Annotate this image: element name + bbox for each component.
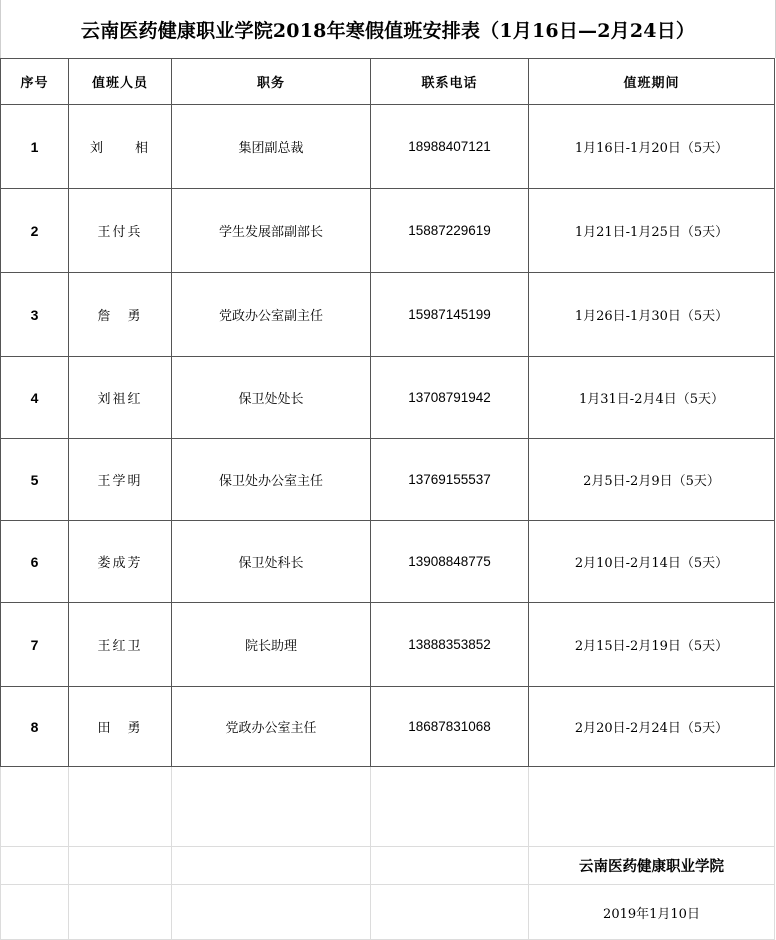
cell-seq: 5 bbox=[1, 439, 69, 521]
cell-phone: 18687831068 bbox=[371, 687, 529, 767]
cell-phone: 18988407121 bbox=[371, 105, 529, 189]
table-row bbox=[1, 273, 775, 357]
table-row bbox=[1, 687, 775, 767]
header-position: 职务 bbox=[172, 59, 371, 105]
table-row bbox=[1, 189, 775, 273]
cell-position: 党政办公室主任 bbox=[172, 687, 371, 767]
footer-school-row bbox=[1, 847, 775, 885]
cell-phone: 13769155537 bbox=[371, 439, 529, 521]
header-name: 值班人员 bbox=[69, 59, 172, 105]
header-phone: 联系电话 bbox=[371, 59, 529, 105]
footer-date: 2019年1月10日 bbox=[529, 885, 775, 940]
header-seq: 序号 bbox=[1, 59, 69, 105]
table-row bbox=[1, 439, 775, 521]
cell-position: 保卫处处长 bbox=[172, 357, 371, 439]
cell-phone: 13708791942 bbox=[371, 357, 529, 439]
cell-name: 詹 勇 bbox=[69, 273, 172, 357]
table-row bbox=[1, 357, 775, 439]
cell-period: 1月16日-1月20日（5天） bbox=[529, 105, 775, 189]
cell-period: 1月31日-2月4日（5天） bbox=[529, 357, 775, 439]
table-row bbox=[1, 603, 775, 687]
cell-period: 2月20日-2月24日（5天） bbox=[529, 687, 775, 767]
cell-position: 集团副总裁 bbox=[172, 105, 371, 189]
blank-row bbox=[1, 767, 775, 847]
cell-name: 王付兵 bbox=[69, 189, 172, 273]
cell-period: 2月5日-2月9日（5天） bbox=[529, 439, 775, 521]
cell-position: 院长助理 bbox=[172, 603, 371, 687]
cell-seq: 1 bbox=[1, 105, 69, 189]
cell-position: 党政办公室副主任 bbox=[172, 273, 371, 357]
cell-name: 王红卫 bbox=[69, 603, 172, 687]
cell-name: 刘 相 bbox=[69, 105, 172, 189]
cell-position: 保卫处科长 bbox=[172, 521, 371, 603]
cell-period: 2月10日-2月14日（5天） bbox=[529, 521, 775, 603]
cell-name: 娄成芳 bbox=[69, 521, 172, 603]
cell-position: 保卫处办公室主任 bbox=[172, 439, 371, 521]
footer-school-name: 云南医药健康职业学院 bbox=[529, 847, 775, 885]
cell-name: 田 勇 bbox=[69, 687, 172, 767]
cell-period: 1月26日-1月30日（5天） bbox=[529, 273, 775, 357]
cell-phone: 13888353852 bbox=[371, 603, 529, 687]
header-period: 值班期间 bbox=[529, 59, 775, 105]
cell-seq: 8 bbox=[1, 687, 69, 767]
table-row bbox=[1, 521, 775, 603]
cell-name: 刘祖红 bbox=[69, 357, 172, 439]
cell-seq: 6 bbox=[1, 521, 69, 603]
cell-period: 1月21日-1月25日（5天） bbox=[529, 189, 775, 273]
cell-period: 2月15日-2月19日（5天） bbox=[529, 603, 775, 687]
table-row bbox=[1, 105, 775, 189]
cell-seq: 2 bbox=[1, 189, 69, 273]
header-row bbox=[1, 59, 775, 105]
duty-schedule-table bbox=[0, 58, 775, 940]
cell-position: 学生发展部副部长 bbox=[172, 189, 371, 273]
cell-seq: 4 bbox=[1, 357, 69, 439]
footer-date-row bbox=[1, 885, 775, 940]
cell-name: 王学明 bbox=[69, 439, 172, 521]
cell-seq: 7 bbox=[1, 603, 69, 687]
cell-phone: 15887229619 bbox=[371, 189, 529, 273]
page-title: 云南医药健康职业学院2018年寒假值班安排表（1月16日—2月24日） bbox=[0, 0, 776, 58]
cell-phone: 15987145199 bbox=[371, 273, 529, 357]
cell-phone: 13908848775 bbox=[371, 521, 529, 603]
cell-seq: 3 bbox=[1, 273, 69, 357]
